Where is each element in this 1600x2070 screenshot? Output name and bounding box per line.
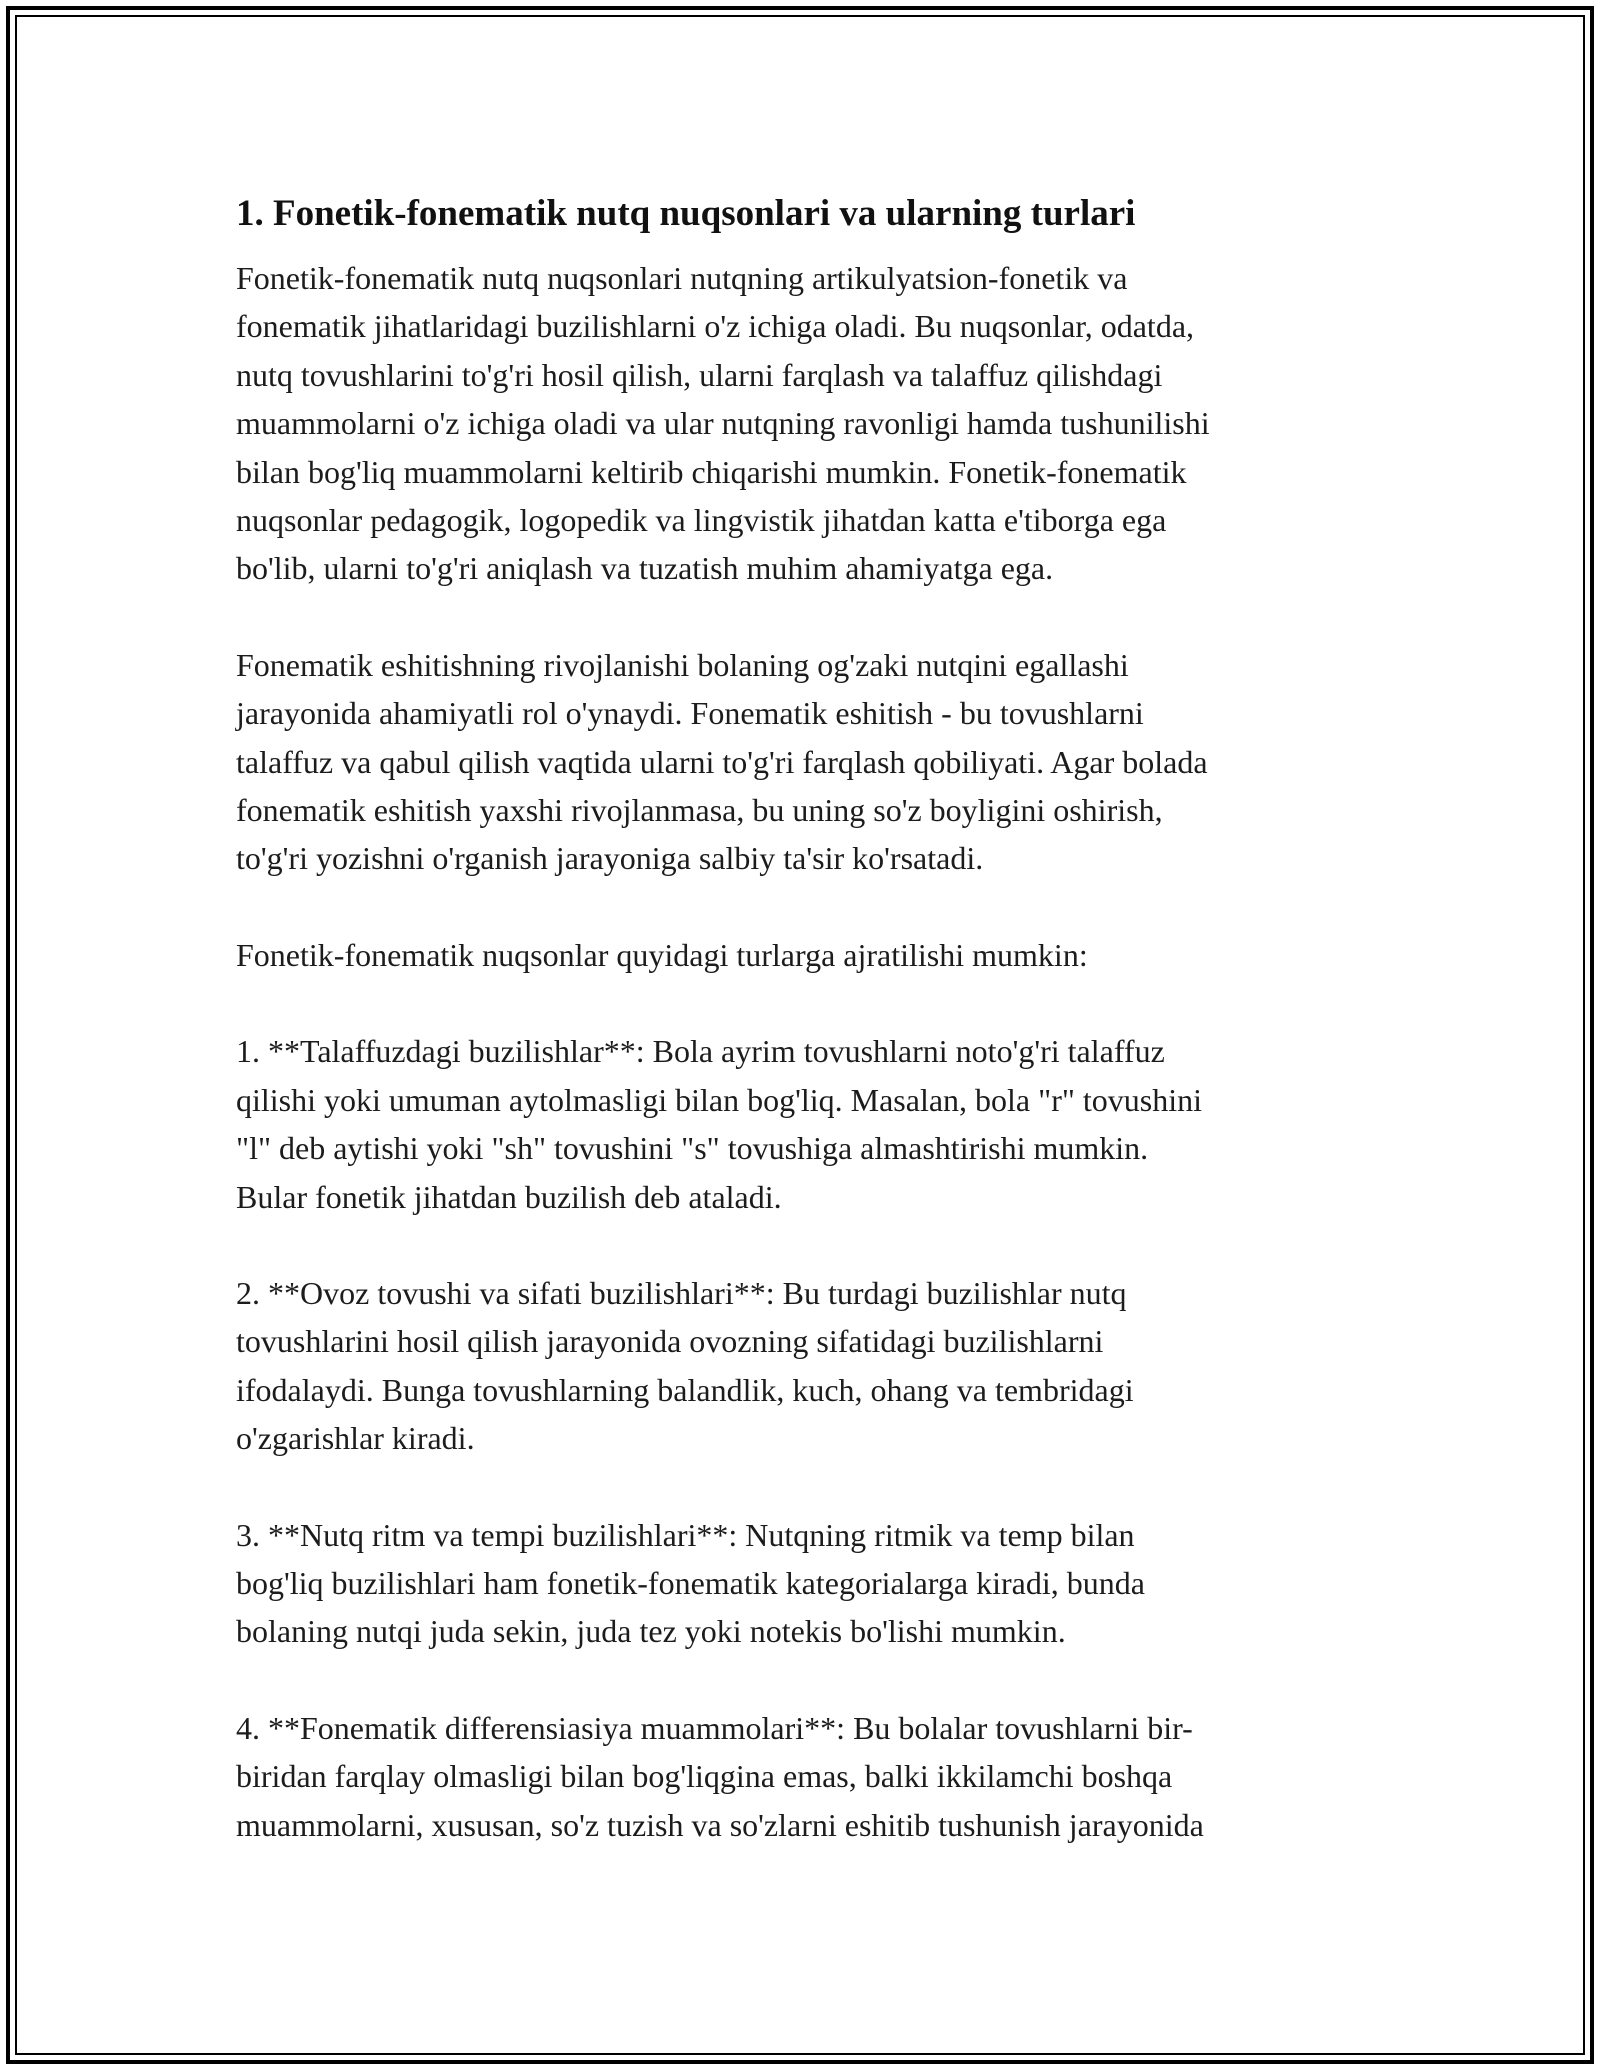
list-item-4: 4. **Fonematik differensiasiya muammolari**: Bu bolalar tovushlarni bir- biridan farqlay olmasligi bilan bog'liqgina emas, balki ikkilamchi boshqa muammolarni, xususan, so'z tuzish va so'zlarni eshitib tushunish jarayonida — [236, 1709, 1204, 1843]
list-item-1: 1. **Talaffuzdagi buzilishlar**: Bola ayrim tovushlarni noto'g'ri talaffuz qilishi yoki umuman aytolmasligi bilan bog'liq. Masalan, bola "r" tovushini "l" deb aytishi yoki "sh" tovushini "s" tovushiga almashtirishi mumkin. Bular fonetik jihatdan buzilish deb ataladi. — [236, 1033, 1203, 1215]
paragraph-types-intro: Fonetik-fonematik nuqsonlar quyidagi turlarga ajratilishi mumkin: — [236, 936, 1088, 973]
list-item-2: 2. **Ovoz tovushi va sifati buzilishlari**: Bu turdagi buzilishlar nutq tovushlarini hosil qilish jarayonida ovozning sifatidagi buzilishlarni ifodalaydi. Bunga tovushlarning balandlik, kuch, ohang va tembridagi o'zgarishlar kiradi. — [236, 1274, 1134, 1457]
paragraph-intro: Fonetik-fonematik nutq nuqsonlari nutqning artikulyatsion-fonetik va fonematik jihatlaridagi buzilishlarni o'z ichiga oladi. Bu nuqsonlar, odatda, nutq tovushlarini to'g'ri hosil qilish, ularni farqlash va talaffuz qilishdagi muammolarni o'z ichiga oladi va ular nutqning ravonligi hamda tushunilishi bilan bog'liq muammolarni keltirib chiqarishi mumkin. Fonetik-fonematik nuqsonlar pedagogik, logopedik va lingvistik jihatdan katta e'tiborga ega bo'lib, ularni to'g'ri aniqlash va tuzatish muhim ahamiyatga ega. — [236, 260, 1210, 587]
document-body — [236, 186, 1366, 1849]
section-heading: 1. Fonetik-fonematik nutq nuqsonlari va ularning turlari — [236, 193, 1136, 234]
list-item-3: 3. **Nutq ritm va tempi buzilishlari**: Nutqning ritmik va temp bilan bog'liq buzilishlari ham fonetik-fonematik kategorialarga kiradi, bunda bolaning nutqi juda sekin, juda tez yoki notekis bo'lishi mumkin. — [236, 1516, 1145, 1650]
paragraph-phonemic-hearing: Fonematik eshitishning rivojlanishi bolaning og'zaki nutqini egallashi jarayonida ahamiyatli rol o'ynaydi. Fonematik eshitish - bu tovushlarni talaffuz va qabul qilish vaqtida ularni to'g'ri farqlash qobiliyati. Agar bolada fonematik eshitish yaxshi rivojlanmasa, bu uning so'z boyligini oshirish, to'g'ri yozishni o'rganish jarayoniga salbiy ta'sir ko'rsatadi. — [236, 646, 1208, 877]
